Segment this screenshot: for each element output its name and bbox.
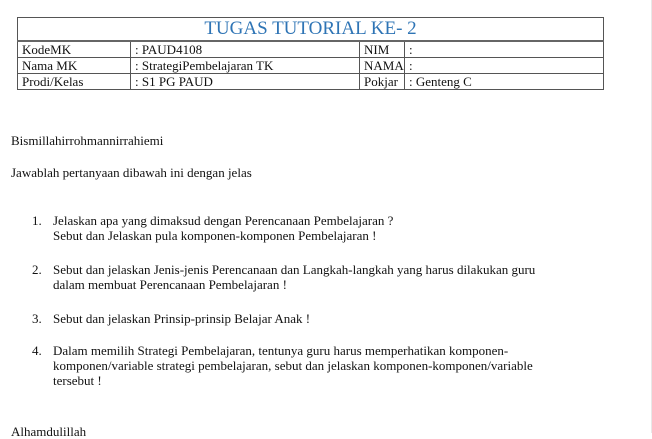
question-line: Sebut dan jelaskan Prinsip-prinsip Belajar Anak !: [53, 311, 311, 326]
value-kodemk: : PAUD4108: [131, 41, 360, 58]
greeting-text: Bismillahirrohmannirrahiemi: [11, 133, 164, 148]
label-pokjar: Pokjar: [360, 74, 405, 90]
question-number: 2.: [32, 262, 42, 277]
label-nim: NIM: [360, 41, 405, 58]
question-number: 4.: [32, 343, 42, 358]
question-line: Sebut dan Jelaskan pula komponen-komponen Pembelajaran !: [53, 228, 377, 243]
assignment-header-table: [17, 17, 604, 90]
question-number: 1.: [32, 213, 42, 228]
question-line: Sebut dan jelaskan Jenis-jenis Perencanaan dan Langkah-langkah yang harus dilakukan guru: [53, 262, 536, 277]
instruction-text: Jawablah pertanyaan dibawah ini dengan jelas: [11, 165, 252, 180]
question-line: dalam membuat Perencanaan Pembelajaran !: [53, 277, 287, 292]
value-namamk: : StrategiPembelajaran TK: [131, 58, 360, 74]
header-row-kodemk: [18, 41, 604, 58]
label-kodemk: KodeMK: [18, 41, 131, 58]
header-row-prodi: [18, 74, 604, 90]
value-nim: :: [405, 41, 604, 58]
question-line: Jelaskan apa yang dimaksud dengan Perencanaan Pembelajaran ?: [53, 213, 394, 228]
label-prodi: Prodi/Kelas: [18, 74, 131, 90]
label-nama: NAMA: [360, 58, 405, 74]
question-line: Dalam memilih Strategi Pembelajaran, tentunya guru harus memperhatikan komponen-: [53, 343, 509, 358]
value-pokjar: : Genteng C: [405, 74, 604, 90]
header-row-namamk: [18, 58, 604, 74]
document-title: TUGAS TUTORIAL KE- 2: [18, 18, 604, 42]
closing-text: Alhamdulillah: [11, 424, 87, 439]
question-line: komponen/variable strategi pembelajaran, sebut dan jelaskan komponen-komponen/variable: [53, 358, 533, 373]
value-prodi: : S1 PG PAUD: [131, 74, 360, 90]
label-namamk: Nama MK: [18, 58, 131, 74]
question-line: tersebut !: [53, 373, 102, 388]
value-nama: :: [405, 58, 604, 74]
question-number: 3.: [32, 311, 42, 326]
